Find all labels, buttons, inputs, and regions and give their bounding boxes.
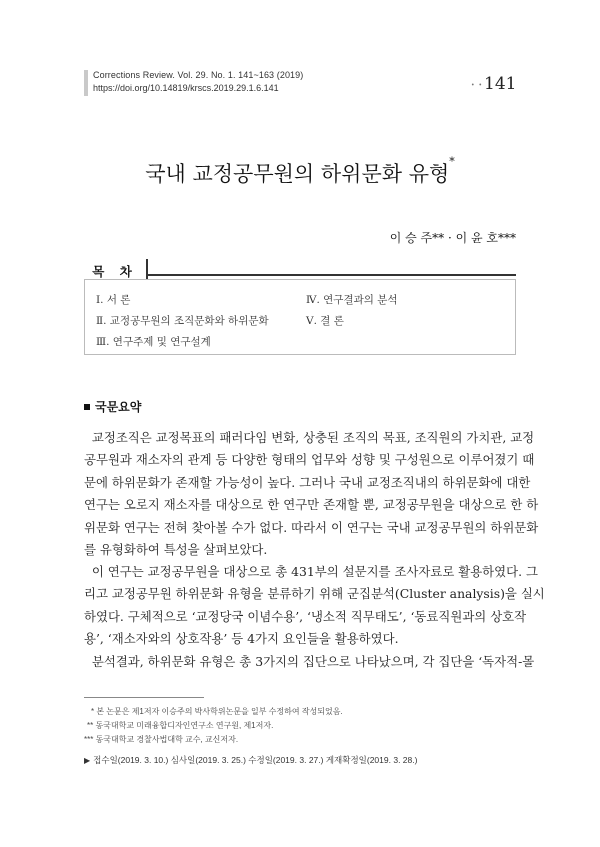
text-line: 연구는 오로지 재소자를 대상으로 한 연구만 존재할 뿐, 교정공무원을 대상으로 한 하 [84, 497, 539, 513]
toc-label: 목 차 [92, 265, 138, 279]
toc-top-rule [146, 274, 516, 276]
footnote-1: * 본 논문은 제1저자 이승주의 박사학위논문을 일부 수정하여 작성되었음. [91, 707, 343, 716]
square-bullet-icon [84, 404, 90, 410]
text-line: 공무원과 재소자의 관계 등 다양한 형태의 업무와 성향 및 구성원으로 이루어졌기 때 [84, 452, 535, 468]
text-line: 하였다. 구체적으로 ‘교정당국 이념수용’, ‘냉소적 직무태도’, ‘동료직원과의 상호작 [84, 608, 527, 624]
text-line: 교정조직은 교정목표의 패러다임 변화, 상충된 조직의 목표, 조직원의 가치관, 교정 [84, 430, 535, 445]
abstract-paragraph-1 [84, 427, 539, 561]
abstract-heading-text: 국문요약 [95, 400, 142, 414]
journal-citation: Corrections Review. Vol. 29. No. 1. 141~163 (2019) [93, 70, 304, 80]
paper-title [0, 155, 600, 188]
text-line: 용’, ‘재소자와의 상호작용’ 등 4가지 요인들을 활용하였다. [84, 631, 399, 647]
header-ornament: • • [471, 82, 483, 89]
footnote-3: *** 동국대학교 경찰사법대학 교수, 교신저자. [84, 735, 239, 744]
page-number: 141 [484, 74, 517, 94]
text-line: 문에 하위문화가 존재할 가능성이 높다. 그러나 국내 교정조직내의 하위문화에 대한 [84, 474, 531, 490]
triangle-bullet-icon: ▶ [84, 756, 91, 765]
toc-item-research-design[interactable]: Ⅲ. 연구주제 및 연구설계 [96, 336, 211, 348]
paper-title-text: 국내 교정공무원의 하위문화 유형 [145, 162, 450, 186]
toc-item-conclusion[interactable]: Ⅴ. 결 론 [306, 315, 344, 327]
toc-item-introduction[interactable]: Ⅰ. 서 론 [96, 294, 131, 306]
doi-link[interactable]: https://doi.org/10.14819/krscs.2019.29.1.6.141 [93, 83, 279, 93]
abstract-paragraph-3 [84, 651, 535, 673]
title-footnote-marker: * [449, 155, 455, 168]
footnote-2: ** 동국대학교 미래융합디자인연구소 연구원, 제1저자. [87, 721, 274, 730]
text-line: 리고 교정공무원 하위문화 유형을 분류하기 위해 군집분석(Cluster analysis)을 실시 [84, 586, 545, 602]
footnote-rule [84, 697, 204, 698]
text-line: 이 연구는 교정공무원을 대상으로 총 431부의 설문지를 조사자료로 활용하였다. 그 [84, 564, 538, 579]
submission-dates-text: 접수일(2019. 3. 10.) 심사일(2019. 3. 25.) 수정일(2019. 3. 27.) 게재확정일(2019. 3. 28.) [93, 755, 418, 765]
abstract-heading [84, 398, 141, 415]
author-line: 이 승 주** · 이 윤 호*** [389, 231, 516, 245]
toc-item-org-culture[interactable]: Ⅱ. 교정공무원의 조직문화와 하위문화 [96, 315, 269, 327]
toc-item-results[interactable]: Ⅳ. 연구결과의 분석 [306, 294, 398, 306]
header-accent-bar [84, 70, 88, 96]
submission-dates [84, 754, 417, 766]
abstract-paragraph-2 [84, 561, 545, 651]
text-line: 분석결과, 하위문화 유형은 총 3가지의 집단으로 나타났으며, 각 집단을 ‘독자적-몰 [84, 654, 535, 669]
text-line: 를 유형화하여 특성을 살펴보았다. [84, 542, 268, 558]
text-line: 위문화 연구는 전혀 찾아볼 수가 없다. 따라서 이 연구는 국내 교정공무원의 하위문화 [84, 519, 539, 535]
